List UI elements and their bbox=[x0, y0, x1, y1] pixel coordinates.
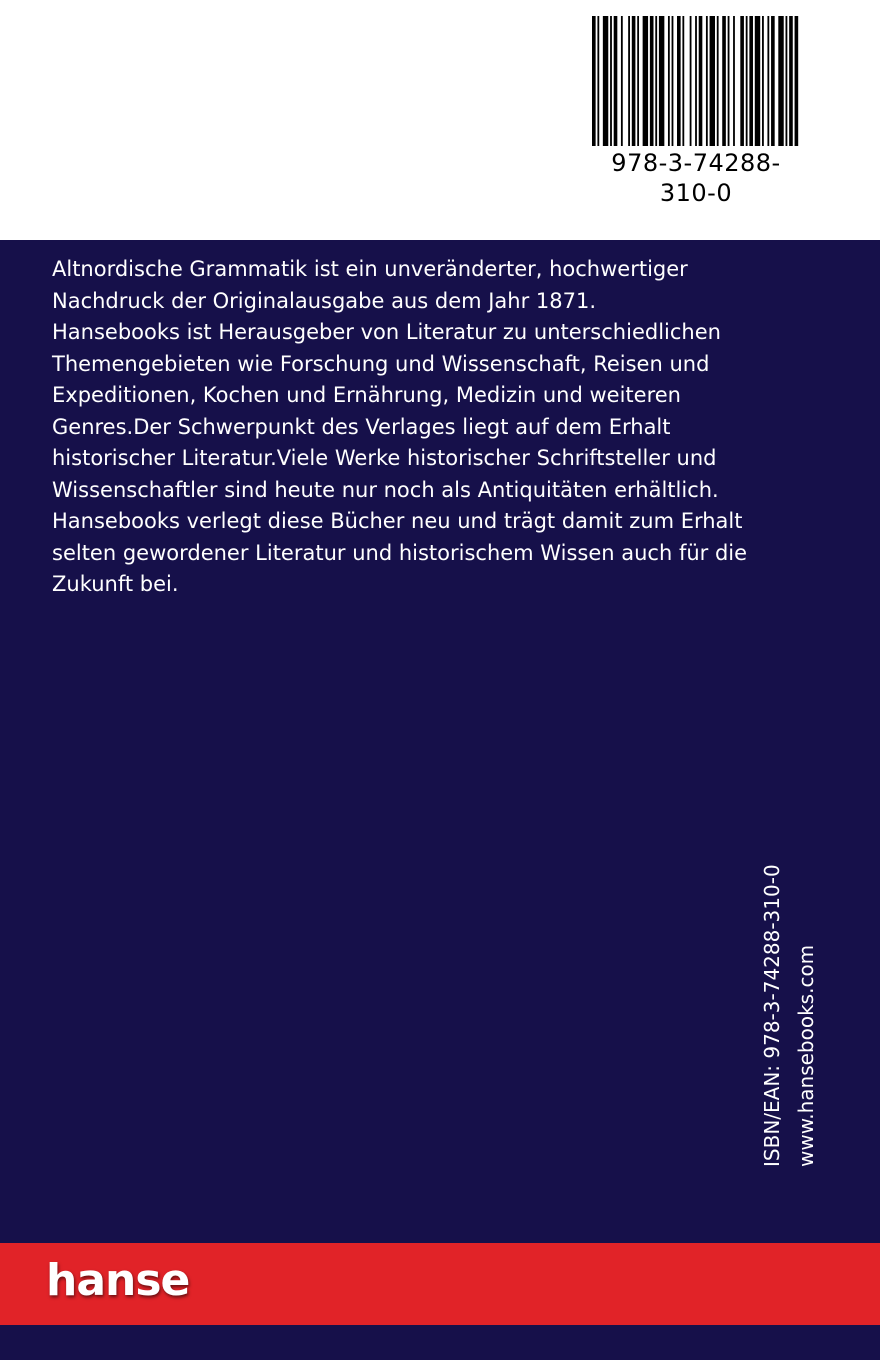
barcode-bar bbox=[733, 16, 735, 146]
description-line: Themengebieten wie Forschung und Wissenschaft, Reisen und bbox=[52, 351, 710, 376]
barcode-bar bbox=[749, 16, 753, 146]
barcode-bar bbox=[706, 16, 708, 146]
description-line: Hansebooks ist Herausgeber von Literatur zu unterschiedlichen bbox=[52, 320, 721, 344]
barcode-bar bbox=[682, 16, 684, 146]
hanse-logo: hanse bbox=[46, 1255, 190, 1306]
barcode-number: 978-3-74288-310-0 bbox=[611, 149, 781, 207]
barcode-bar bbox=[637, 16, 639, 146]
bottom-strip bbox=[0, 1325, 880, 1360]
description-line: Genres.Der Schwerpunkt des Verlages liegt auf dem Erhalt bbox=[52, 414, 671, 439]
barcode-bar bbox=[695, 16, 697, 146]
barcode-bar bbox=[632, 16, 636, 146]
barcode-bar bbox=[740, 16, 744, 146]
barcode-bar bbox=[728, 16, 730, 146]
description-line: Hansebooks verlegt diese Bücher neu und trägt damit zum Erhalt bbox=[52, 509, 743, 533]
barcode-bar bbox=[795, 16, 799, 146]
publisher-url: www.hansebooks.com bbox=[794, 944, 818, 1167]
barcode-bar bbox=[621, 16, 623, 146]
barcode-bar bbox=[614, 16, 618, 146]
barcode-bar bbox=[650, 16, 654, 146]
barcode-bar bbox=[755, 16, 760, 146]
barcode-image bbox=[592, 16, 800, 146]
isbn-label: ISBN/EAN: 978-3-74288-310-0 bbox=[760, 864, 784, 1167]
barcode-bar bbox=[778, 16, 783, 146]
description-line: Wissenschaftler sind heute nur noch als Antiquitäten erhältlich. bbox=[52, 477, 719, 502]
description-line: Altnordische Grammatik ist ein unveränderter, hochwertiger bbox=[52, 257, 688, 281]
description-line: Zukunft bei. bbox=[52, 572, 179, 596]
barcode-bar bbox=[767, 16, 769, 146]
barcode-bar bbox=[597, 16, 599, 146]
description-line: selten gewordener Literatur und historischem Wissen auch für die bbox=[52, 540, 748, 565]
barcode-bar bbox=[762, 16, 764, 146]
barcode-bar bbox=[722, 16, 726, 146]
barcode-bar bbox=[677, 16, 681, 146]
publisher-info bbox=[760, 835, 824, 1167]
barcode-area bbox=[0, 0, 880, 240]
barcode-bar bbox=[592, 16, 596, 146]
barcode-bar bbox=[699, 16, 703, 146]
barcode-bar bbox=[786, 16, 788, 146]
barcode bbox=[588, 16, 804, 207]
barcode-bar bbox=[672, 16, 674, 146]
barcode-bar bbox=[789, 16, 793, 146]
barcode-bar bbox=[603, 16, 608, 146]
barcode-bar bbox=[746, 16, 748, 146]
book-description bbox=[52, 254, 792, 601]
barcode-bar bbox=[610, 16, 612, 146]
barcode-bar bbox=[628, 16, 630, 146]
barcode-bar bbox=[643, 16, 648, 146]
barcode-bar bbox=[690, 16, 692, 146]
barcode-bar bbox=[668, 16, 670, 146]
description-line: historischer Literatur.Viele Werke historischer Schriftsteller und bbox=[52, 446, 717, 470]
barcode-bar bbox=[655, 16, 657, 146]
barcode-bar bbox=[710, 16, 715, 146]
description-line: Expeditionen, Kochen und Ernährung, Medizin und weiteren bbox=[52, 383, 681, 407]
barcode-bar bbox=[659, 16, 664, 146]
barcode-bar bbox=[771, 16, 775, 146]
description-line: Nachdruck der Originalausgabe aus dem Jahr 1871. bbox=[52, 288, 597, 313]
barcode-bar bbox=[717, 16, 719, 146]
